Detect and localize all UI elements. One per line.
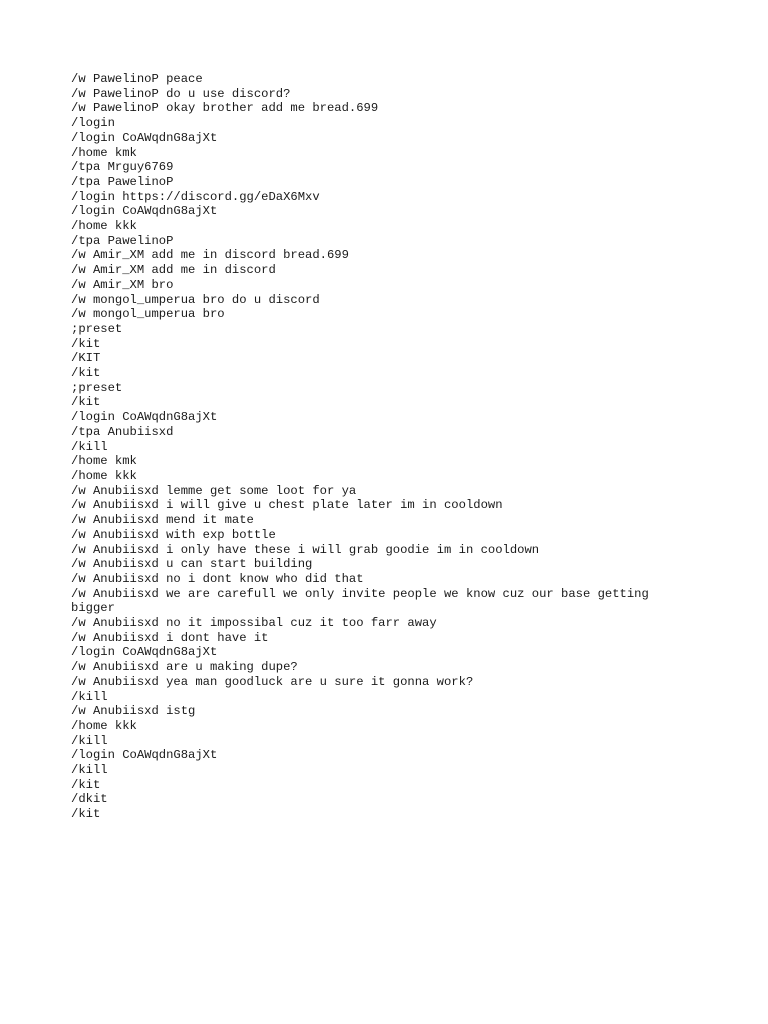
command-line: /login CoAWqdnG8ajXt	[71, 130, 218, 145]
command-line: /login https://discord.gg/eDaX6Mxv	[71, 189, 320, 204]
command-line: /login CoAWqdnG8ajXt	[71, 410, 218, 425]
command-line: /kill	[71, 733, 108, 748]
command-line: /w Amir_XM add me in discord	[71, 263, 276, 278]
command-line: /w Anubiisxd i only have these i will grab goodie im in cooldown	[71, 542, 540, 557]
command-line: /w Anubiisxd istg	[71, 704, 196, 719]
command-line: ;preset	[71, 321, 123, 336]
command-line: /w Anubiisxd u can start building	[71, 557, 313, 572]
command-line: /login	[71, 116, 115, 131]
command-line: /home kkk	[71, 468, 137, 483]
command-line: /kit	[71, 366, 101, 381]
command-line: /kit	[71, 336, 101, 351]
command-line: /w Anubiisxd no i dont know who did that	[71, 571, 364, 586]
command-line: /kill	[71, 689, 108, 704]
command-line: /w Anubiisxd yea man goodluck are u sure it gonna work?	[71, 674, 474, 689]
command-line: /tpa PawelinoP	[71, 174, 174, 189]
command-line: /kill	[71, 763, 108, 778]
command-line: /tpa PawelinoP	[71, 233, 174, 248]
command-line: /w Anubiisxd lemme get some loot for ya	[71, 483, 357, 498]
command-line: /login CoAWqdnG8ajXt	[71, 645, 218, 660]
command-line: /w mongol_umperua bro	[71, 307, 225, 322]
command-line: /KIT	[71, 351, 101, 366]
command-line: /w Anubiisxd are u making dupe?	[71, 660, 298, 675]
command-line: /w Anubiisxd mend it mate	[71, 513, 254, 528]
command-line: /kit	[71, 777, 101, 792]
command-line: /w Amir_XM bro	[71, 277, 174, 292]
command-line: /kit	[71, 807, 101, 822]
command-line: /home kmk	[71, 454, 137, 469]
command-line: /w Anubiisxd with exp bottle	[71, 527, 276, 542]
command-line: /home kkk	[71, 718, 137, 733]
command-line: /w Anubiisxd i dont have it	[71, 630, 269, 645]
command-line: /dkit	[71, 792, 108, 807]
command-line: /w PawelinoP do u use discord?	[71, 86, 291, 101]
command-line: /w PawelinoP peace	[71, 72, 203, 86]
command-line: /w PawelinoP okay brother add me bread.699	[71, 101, 379, 116]
command-line: /w Anubiisxd i will give u chest plate later im in cooldown	[71, 498, 503, 513]
command-line: /w Anubiisxd no it impossibal cuz it too farr away	[71, 616, 437, 631]
command-line: /tpa Mrguy6769	[71, 160, 174, 175]
command-line: /w mongol_umperua bro do u discord	[71, 292, 320, 307]
command-line: ;preset	[71, 380, 123, 395]
command-line: /kit	[71, 395, 101, 410]
command-line: /tpa Anubiisxd	[71, 424, 174, 439]
command-line: /login CoAWqdnG8ajXt	[71, 204, 218, 219]
command-line: /login CoAWqdnG8ajXt	[71, 748, 218, 763]
command-log	[71, 72, 681, 822]
command-line: /w Anubiisxd we are carefull we only invite people we know cuz our base getting bigger	[71, 586, 657, 616]
command-line: /home kmk	[71, 145, 137, 160]
command-line: /w Amir_XM add me in discord bread.699	[71, 248, 349, 263]
command-line: /home kkk	[71, 219, 137, 234]
command-line: /kill	[71, 439, 108, 454]
